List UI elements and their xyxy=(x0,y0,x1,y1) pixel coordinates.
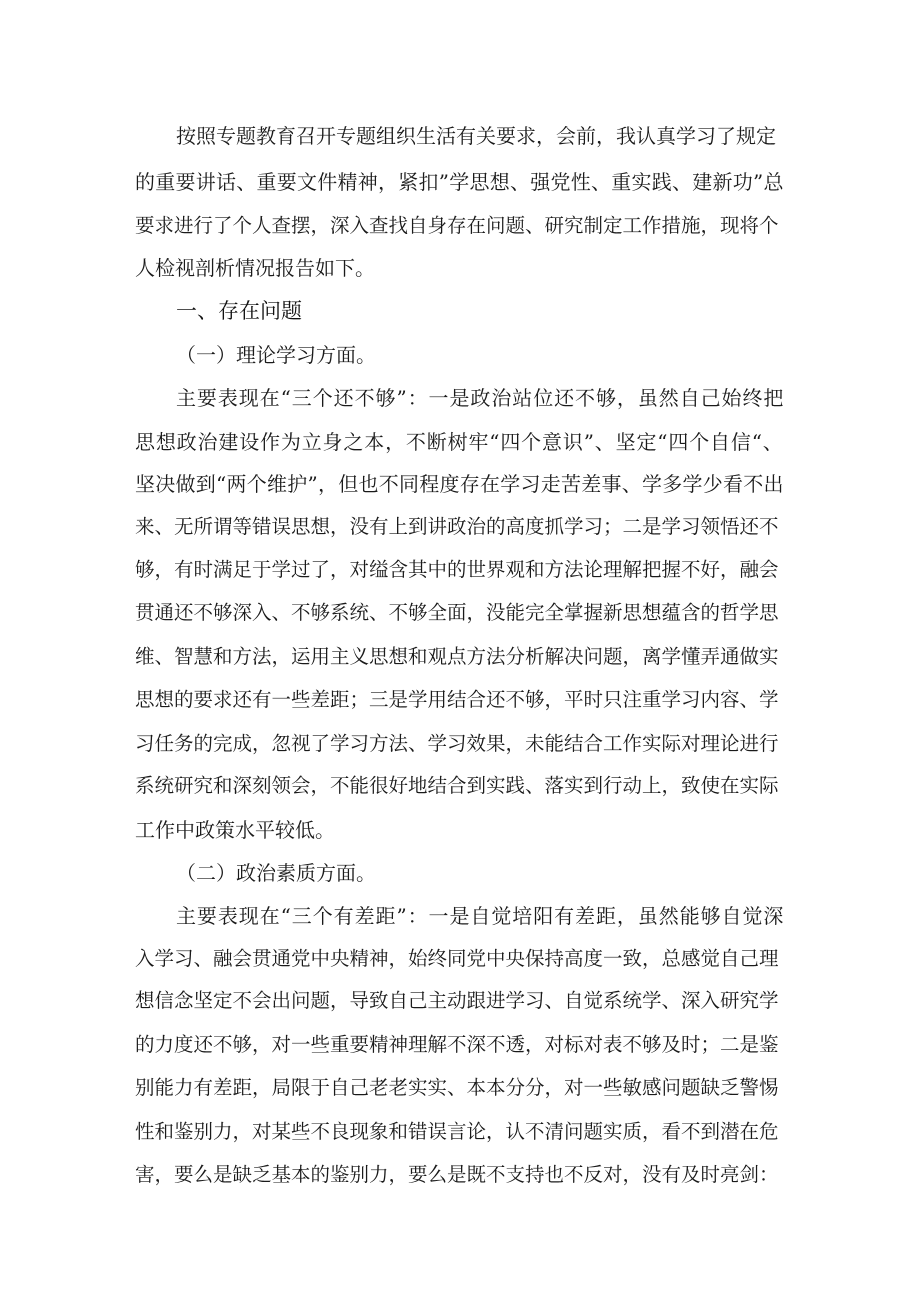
body-line: 入学习、融会贯通党中央精神，始终同党中央保持高度一致，总感觉自己理 xyxy=(135,947,779,970)
subsection-title: （二）政治素质方面。 xyxy=(176,861,376,885)
body-line: 工作中政策水平较低。 xyxy=(135,818,335,842)
body-line: 贯通还不够深入、不够系统、不够全面，没能完全掌握新思想蕴含的哲学思 xyxy=(135,601,779,624)
intro-line: 按照专题教育召开专题组织生活有关要求，会前，我认真学习了规定 xyxy=(176,124,776,148)
body-line: 的力度还不够，对一些重要精神理解不深不透，对标对表不够及时；二是鉴 xyxy=(135,1033,779,1056)
body-line: 主要表现在“三个有差距”：一是自觉培阳有差距，虽然能够自觉深 xyxy=(176,904,785,928)
intro-line: 人检视剖析情况报告如下。 xyxy=(135,256,375,280)
body-line: 够，有时满足于学过了，对缢含其中的世界观和方法论理解把握不好，融会 xyxy=(135,558,779,581)
subsection-title: （一）理论学习方面。 xyxy=(176,343,376,367)
body-line: 想信念坚定不会出问题，导致自己主动跟进学习、自觉系统学、深入研究学 xyxy=(135,989,779,1012)
intro-line: 的重要讲话、重要文件精神，紧扣”学思想、强党性、重实践、建新功”总 xyxy=(135,170,784,194)
body-line: 性和鉴别力，对某些不良现象和错误言论，认不清问题实质，看不到潜在危 xyxy=(135,1120,779,1143)
body-line: 习任务的完成，忽视了学习方法、学习效果，未能结合工作实际对理论进行 xyxy=(135,732,779,755)
section-heading: 一、存在问题 xyxy=(176,299,302,323)
body-line: 维、智慧和方法，运用主义思想和观点方法分析解决问题，离学懂弄通做实 xyxy=(135,645,779,668)
body-line: 思想的要求还有一些差距；三是学用结合还不够，平时只注重学习内容、学 xyxy=(135,688,779,711)
body-line: 系统研究和深刻领会，不能很好地结合到实践、落实到行动上，致使在实际 xyxy=(135,774,779,797)
body-line: 害，要么是缺乏基本的鉴别力，要么是既不支持也不反对，没有及时亮剑： xyxy=(135,1163,779,1186)
body-line: 来、无所谓等错误思想，没有上到讲政治的高度抓学习；二是学习领悟还不 xyxy=(135,515,779,538)
body-line: 别能力有差距，局限于自己老老实实、本本分分，对一些敏感问题缺乏警惕 xyxy=(135,1076,779,1099)
body-line: 思想政治建设作为立身之本，不断树牢“四个意识”、坚定“四个自信“、 xyxy=(135,430,784,454)
body-line: 主要表现在“三个还不够”：一是政治站位还不够，虽然自己始终把 xyxy=(176,386,785,410)
body-line: 坚决做到“两个维护”，但也不同程度存在学习走苦差事、学多学少看不出 xyxy=(135,472,784,496)
intro-line: 要求进行了个人查摆，深入查找自身存在问题、研究制定工作措施，现将个 xyxy=(135,214,779,237)
